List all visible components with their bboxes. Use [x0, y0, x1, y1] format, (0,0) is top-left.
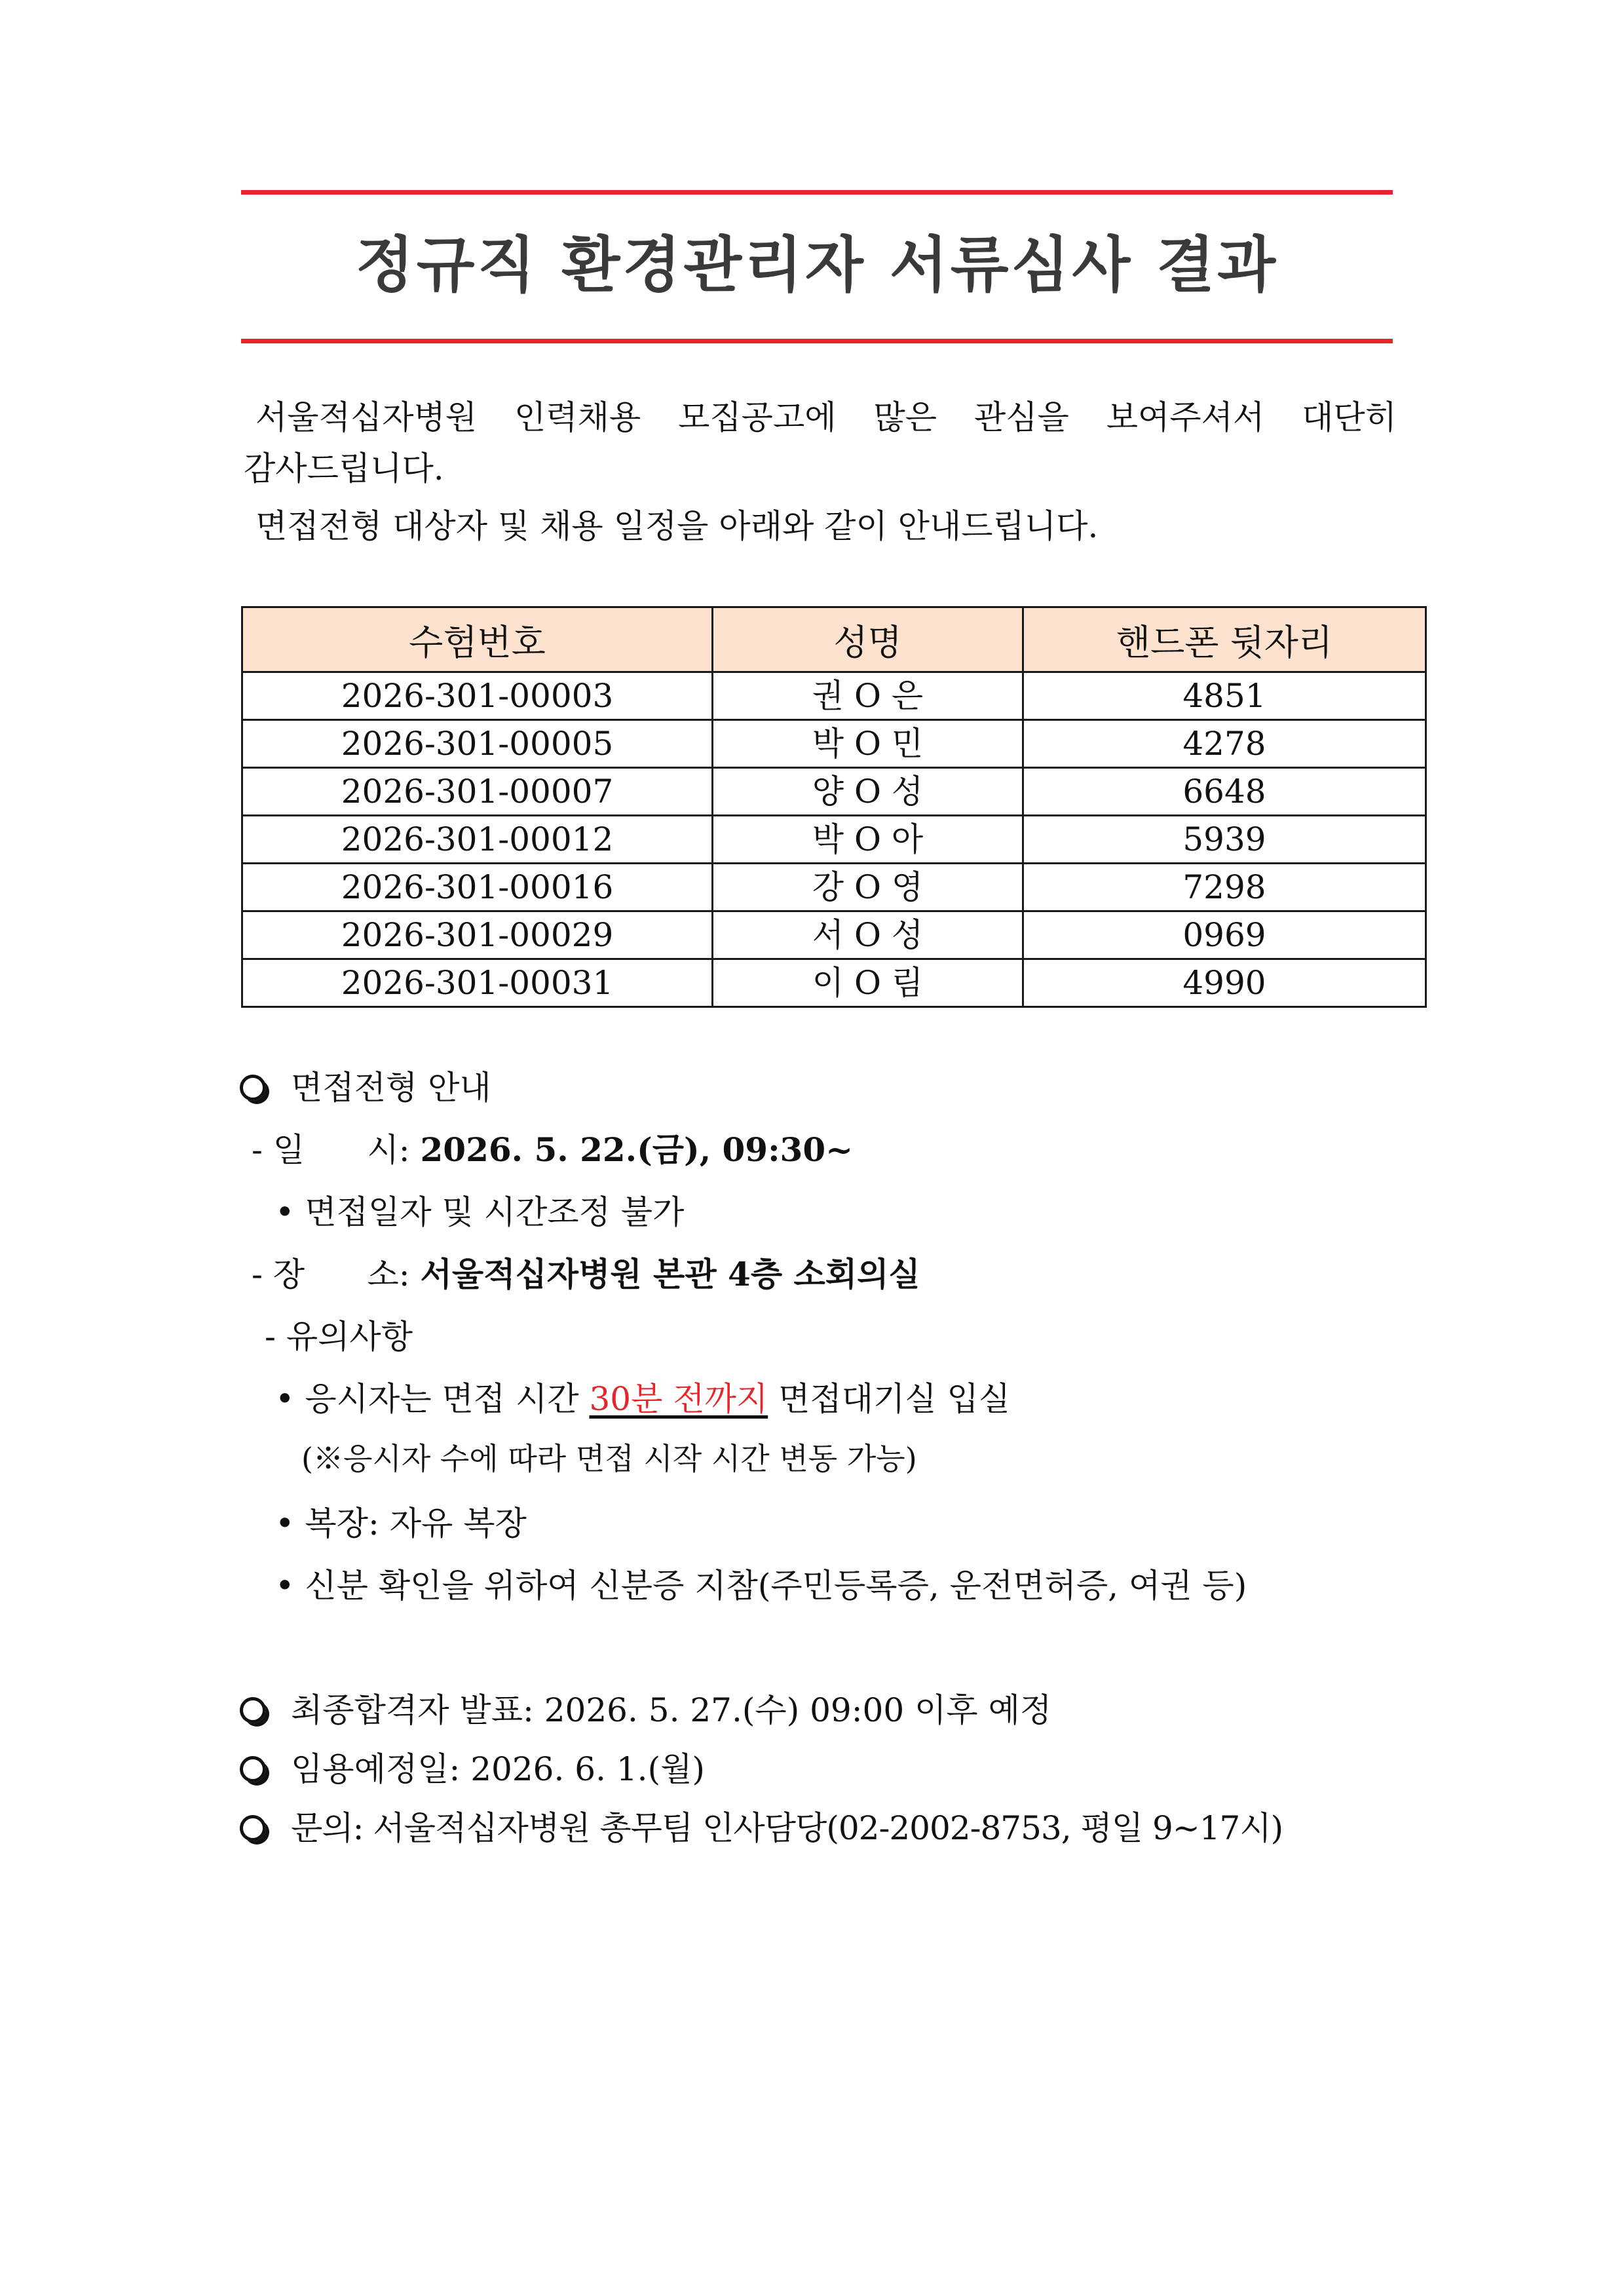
cell-exam-number: 2026-301-00003: [242, 672, 713, 720]
circle-bullet-icon: [240, 1815, 266, 1841]
table-row: [242, 864, 1426, 911]
note-arrival-sub: (※응시자 수에 따라 면접 시작 시간 변동 가능): [301, 1441, 917, 1476]
cell-exam-number: 2026-301-00016: [242, 864, 713, 911]
cell-phone: 4990: [1023, 959, 1426, 1007]
interview-date-row: [252, 1124, 853, 1171]
interview-place-row: [252, 1248, 920, 1295]
cell-phone: 5939: [1023, 816, 1426, 864]
intro-paragraph: [244, 392, 1397, 552]
appointment-date: 임용예정일: 2026. 6. 1.(월): [291, 1750, 705, 1788]
contact-row: [236, 1802, 1283, 1849]
table-header-row: [242, 607, 1426, 672]
note-arrival-row: [275, 1373, 1010, 1420]
place-label: - 장 소:: [252, 1255, 410, 1293]
contact-info: 문의: 서울적십자병원 총무팀 인사담당(02-2002-8753, 평일 9~17시): [291, 1809, 1283, 1847]
header-name: 성명: [713, 607, 1023, 672]
cell-name: 강 O 영: [713, 864, 1023, 911]
table-row: [242, 911, 1426, 959]
cell-phone: 4278: [1023, 720, 1426, 768]
cell-phone: 7298: [1023, 864, 1426, 911]
table-row: [242, 959, 1426, 1007]
cell-name: 박 O 민: [713, 720, 1023, 768]
circle-bullet-icon: [240, 1697, 266, 1723]
intro-line-1: 서울적십자병원 인력채용 모집공고에 많은 관심을 보여주셔서 대단히: [255, 398, 1397, 436]
candidate-table: [241, 606, 1427, 1008]
table-row: [242, 816, 1426, 864]
cell-name: 양 O 성: [713, 768, 1023, 816]
place-value: 서울적십자병원 본관 4층 소회의실: [420, 1255, 920, 1293]
cell-exam-number: 2026-301-00029: [242, 911, 713, 959]
cell-phone: 4851: [1023, 672, 1426, 720]
date-value: 2026. 5. 22.(금), 09:30~: [420, 1130, 854, 1169]
notes-heading: - 유의사항: [265, 1318, 413, 1356]
header-exam-number: 수험번호: [242, 607, 713, 672]
note-arrival-pre: • 응시자는 면접 시간: [275, 1380, 579, 1418]
cell-exam-number: 2026-301-00005: [242, 720, 713, 768]
intro-line-3: 면접전형 대상자 및 채용 일정을 아래와 같이 안내드립니다.: [255, 507, 1099, 545]
cell-phone: 6648: [1023, 768, 1426, 816]
table-row: [242, 768, 1426, 816]
circle-bullet-icon: [240, 1075, 266, 1101]
appointment-date-row: [236, 1743, 705, 1790]
cell-phone: 0969: [1023, 911, 1426, 959]
note-arrival-highlight: 30분 전까지: [589, 1380, 768, 1418]
cell-name: 권 O 은: [713, 672, 1023, 720]
cell-name: 이 O 림: [713, 959, 1023, 1007]
title-bottom-rule: [241, 339, 1393, 343]
header-phone-last-digits: 핸드폰 뒷자리: [1023, 607, 1426, 672]
table-row: [242, 672, 1426, 720]
date-note: • 면접일자 및 시간조정 불가: [275, 1193, 685, 1231]
interview-heading: 면접전형 안내: [291, 1069, 491, 1107]
cell-exam-number: 2026-301-00031: [242, 959, 713, 1007]
cell-name: 서 O 성: [713, 911, 1023, 959]
final-announcement-row: [236, 1684, 1051, 1731]
note-id-required: • 신분 확인을 위하여 신분증 지참(주민등록증, 운전면허증, 여권 등): [275, 1567, 1247, 1605]
note-dress-code: • 복장: 자유 복장: [275, 1504, 527, 1542]
date-label: - 일 시:: [252, 1131, 410, 1169]
note-arrival-post: 면접대기실 입실: [778, 1380, 1011, 1418]
table-row: [242, 720, 1426, 768]
final-announcement: 최종합격자 발표: 2026. 5. 27.(수) 09:00 이후 예정: [291, 1691, 1052, 1729]
page-title: 정규직 환경관리자 서류심사 결과: [355, 230, 1279, 300]
interview-heading-row: [236, 1062, 491, 1109]
title-top-rule: [241, 190, 1393, 195]
circle-bullet-icon: [240, 1756, 266, 1782]
cell-name: 박 O 아: [713, 816, 1023, 864]
intro-line-2: 감사드립니다.: [244, 450, 444, 488]
cell-exam-number: 2026-301-00007: [242, 768, 713, 816]
cell-exam-number: 2026-301-00012: [242, 816, 713, 864]
